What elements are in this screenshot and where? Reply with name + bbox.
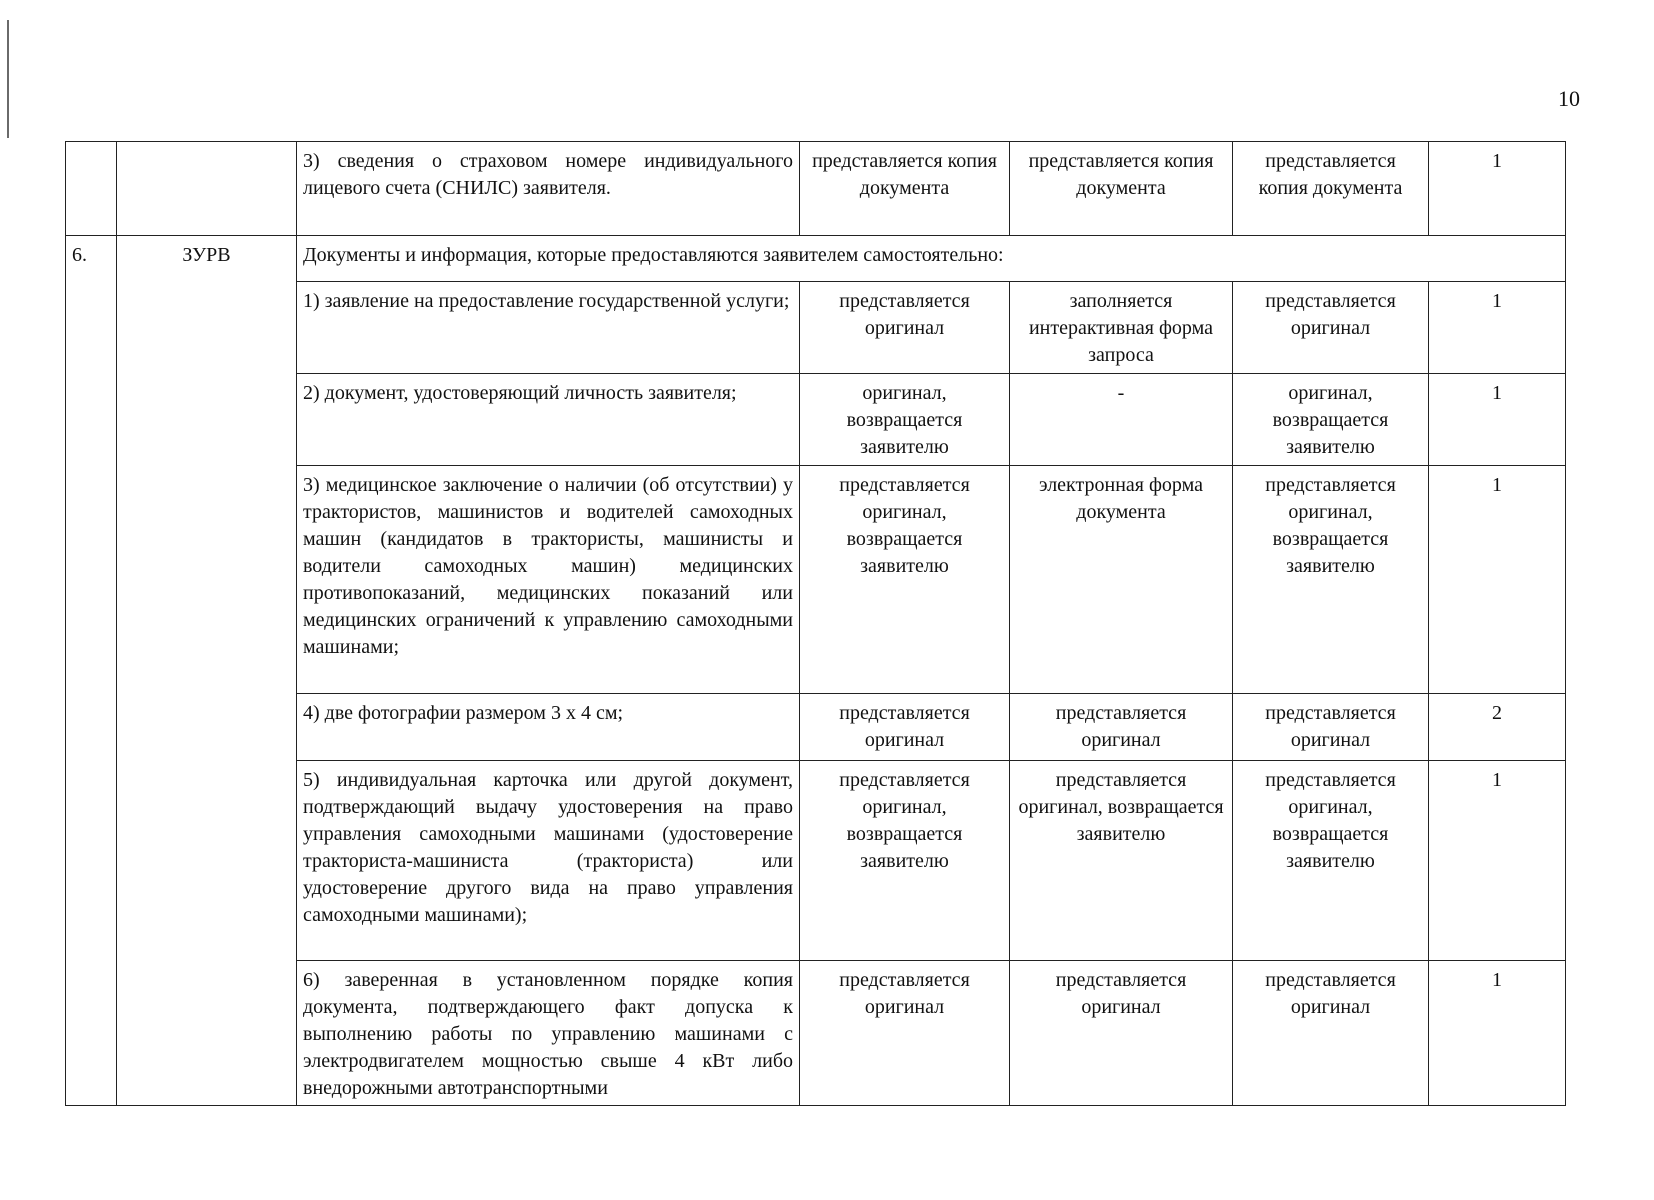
submission-personal-cell: представляется оригинал, возвращается заявителю — [800, 466, 1010, 694]
submission-mfc-cell: представляется оригинал, возвращается заявителю — [1233, 466, 1429, 694]
section-number-cell — [66, 142, 117, 236]
document-count-cell: 1 — [1429, 142, 1566, 236]
document-name-cell: 2) документ, удостоверяющий личность заявителя; — [297, 374, 800, 466]
submission-electronic-cell: представляется оригинал, возвращается заявителю — [1010, 761, 1233, 961]
submission-electronic-cell: представляется копия документа — [1010, 142, 1233, 236]
section-heading-row — [66, 236, 1566, 282]
submission-personal-cell: оригинал, возвращается заявителю — [800, 374, 1010, 466]
page-number: 10 — [1558, 86, 1580, 111]
document-name-cell: 3) сведения о страховом номере индивидуального лицевого счета (СНИЛС) заявителя. — [297, 142, 800, 236]
submission-electronic-cell: электронная форма документа — [1010, 466, 1233, 694]
documents-table — [65, 141, 1566, 1106]
document-name-cell: 1) заявление на предоставление государственной услуги; — [297, 282, 800, 374]
document-count-cell: 1 — [1429, 761, 1566, 961]
submission-personal-cell: представляется оригинал — [800, 961, 1010, 1106]
scan-edge-mark — [7, 20, 9, 138]
submission-mfc-cell: представляется оригинал — [1233, 961, 1429, 1106]
submission-mfc-cell: представляется оригинал — [1233, 694, 1429, 761]
submission-electronic-cell: представляется оригинал — [1010, 961, 1233, 1106]
section-name: ЗУРВ — [117, 236, 297, 1106]
submission-electronic-cell: - — [1010, 374, 1233, 466]
submission-electronic-cell: представляется оригинал — [1010, 694, 1233, 761]
section-heading: Документы и информация, которые предоставляются заявителем самостоятельно: — [297, 236, 1566, 282]
submission-personal-cell: представляется оригинал, возвращается заявителю — [800, 761, 1010, 961]
submission-personal-cell: представляется копия документа — [800, 142, 1010, 236]
document-name-cell: 4) две фотографии размером 3 х 4 см; — [297, 694, 800, 761]
document-count-cell: 2 — [1429, 694, 1566, 761]
submission-mfc-cell: оригинал, возвращается заявителю — [1233, 374, 1429, 466]
submission-mfc-cell: представляется копия документа — [1233, 142, 1429, 236]
document-name-cell: 5) индивидуальная карточка или другой документ, подтверждающий выдачу удостоверения на право управления самоходными машинами (удостоверение тракториста-машиниста (тракториста) или удостоверение другого вида на право управления самоходными машинами); — [297, 761, 800, 961]
document-count-cell: 1 — [1429, 466, 1566, 694]
submission-personal-cell: представляется оригинал — [800, 694, 1010, 761]
submission-electronic-cell: заполняется интерактивная форма запроса — [1010, 282, 1233, 374]
submission-mfc-cell: представляется оригинал — [1233, 282, 1429, 374]
document-count-cell: 1 — [1429, 282, 1566, 374]
section-number: 6. — [66, 236, 117, 1106]
document-count-cell: 1 — [1429, 374, 1566, 466]
submission-personal-cell: представляется оригинал — [800, 282, 1010, 374]
section-name-cell — [117, 142, 297, 236]
document-name-cell: 6) заверенная в установленном порядке копия документа, подтверждающего факт допуска к выполнению работы по управлению машинами с электродвигателем мощностью свыше 4 кВт либо внедорожными автотранспортными — [297, 961, 800, 1106]
table-row — [66, 142, 1566, 236]
document-name-cell: 3) медицинское заключение о наличии (об отсутствии) у трактористов, машинистов и водителей самоходных машин (кандидатов в трактористы, машинисты и водители самоходных машин) медицинских противопоказаний, медицинских показаний или медицинских ограничений к управлению самоходными машинами; — [297, 466, 800, 694]
submission-mfc-cell: представляется оригинал, возвращается заявителю — [1233, 761, 1429, 961]
document-count-cell: 1 — [1429, 961, 1566, 1106]
